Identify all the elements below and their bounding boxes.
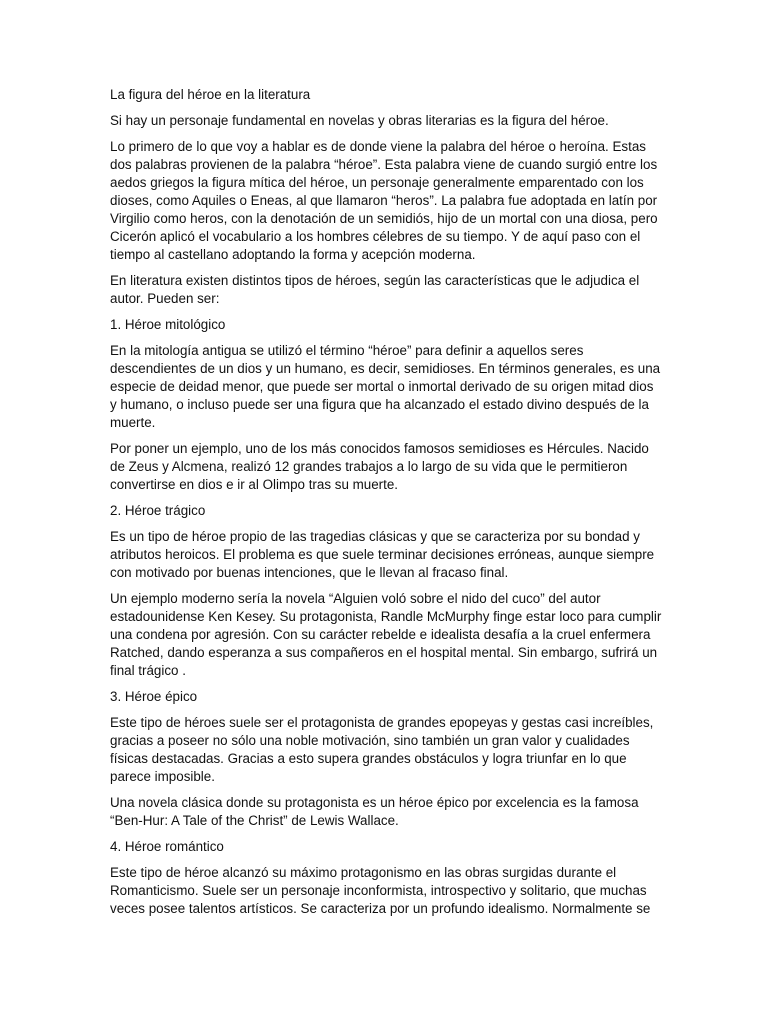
section-heading-tragico: 2. Héroe trágico — [110, 503, 206, 518]
paragraph-types: En literatura existen distintos tipos de héroes, según las características que le adjudica el autor. Pueden ser: — [110, 273, 640, 306]
paragraph-epico: Este tipo de héroes suele ser el protagonista de grandes epopeyas y gestas casi increíbles, gracias a poseer no sólo una noble motivación, sino también un gran valor y cualidades físicas destacadas. Gracias a esto supera grandes obstáculos y logra triunfar en lo que parece imposible. — [110, 715, 654, 784]
paragraph-romantico: Este tipo de héroe alcanzó su máximo protagonismo en las obras surgidas durante el Romanticismo. Suele ser un personaje inconformista, introspectivo y solitario, que muchas veces posee talentos artísticos. Se caracteriza por un profundo idealismo. Normalmente se — [110, 865, 651, 916]
section-heading-romantico: 4. Héroe romántico — [110, 839, 224, 854]
paragraph-cuco: Un ejemplo moderno sería la novela “Alguien voló sobre el nido del cuco” del autor estadounidense Ken Kesey. Su protagonista, Randle McMurphy finge estar loco para cumplir una condena por agresión. Con su carácter rebelde e idealista desafía a la cruel enfermera Ratched, dando esperanza a sus compañeros en el hospital mental. Sin embargo, sufrirá un final trágico . — [110, 591, 662, 678]
paragraph-benhur: Una novela clásica donde su protagonista es un héroe épico por excelencia es la famosa “Ben-Hur: A Tale of the Christ” de Lewis Wallace. — [110, 795, 639, 828]
paragraph-origin: Lo primero de lo que voy a hablar es de donde viene la palabra del héroe o heroína. Estas dos palabras provienen de la palabra “héroe”. Esta palabra viene de cuando surgió entre los aedos griegos la figura mítica del héroe, un personaje generalmente emparentado con los dioses, como Aquiles o Eneas, al que llamaron “heros”. La palabra fue adoptada en latín por Virgilio como heros, con la denotación de un semidiós, hijo de un mortal con una diosa, pero Cicerón aplicó el vocabulario a los hombres célebres de su tiempo. Y de aquí paso con el tiempo al castellano adoptando la forma y acepción moderna. — [110, 139, 658, 262]
paragraph-hercules: Por poner un ejemplo, uno de los más conocidos famosos semidioses es Hércules. Nacido de Zeus y Alcmena, realizó 12 grandes trabajos a lo largo de su vida que le permitieron convertirse en dios e ir al Olimpo tras su muerte. — [110, 441, 649, 492]
document-title: La figura del héroe en la literatura — [110, 87, 311, 102]
section-heading-epico: 3. Héroe épico — [110, 689, 198, 704]
paragraph-mitologico: En la mitología antigua se utilizó el término “héroe” para definir a aquellos seres descendientes de un dios y un humano, es decir, semidioses. En términos generales, es una especie de deidad menor, que puede ser mortal o inmortal derivado de su origen mitad dios y humano, o incluso puede ser una figura que ha alcanzado el estado divino después de la muerte. — [110, 343, 661, 430]
paragraph-tragico: Es un tipo de héroe propio de las tragedias clásicas y que se caracteriza por su bondad y atributos heroicos. El problema es que suele terminar decisiones erróneas, aunque siempre con motivado por buenas intenciones, que le llevan al fracaso final. — [110, 529, 655, 580]
section-heading-mitologico: 1. Héroe mitológico — [110, 317, 226, 332]
paragraph-intro: Si hay un personaje fundamental en novelas y obras literarias es la figura del héroe. — [110, 113, 609, 128]
document-page — [110, 86, 662, 1024]
